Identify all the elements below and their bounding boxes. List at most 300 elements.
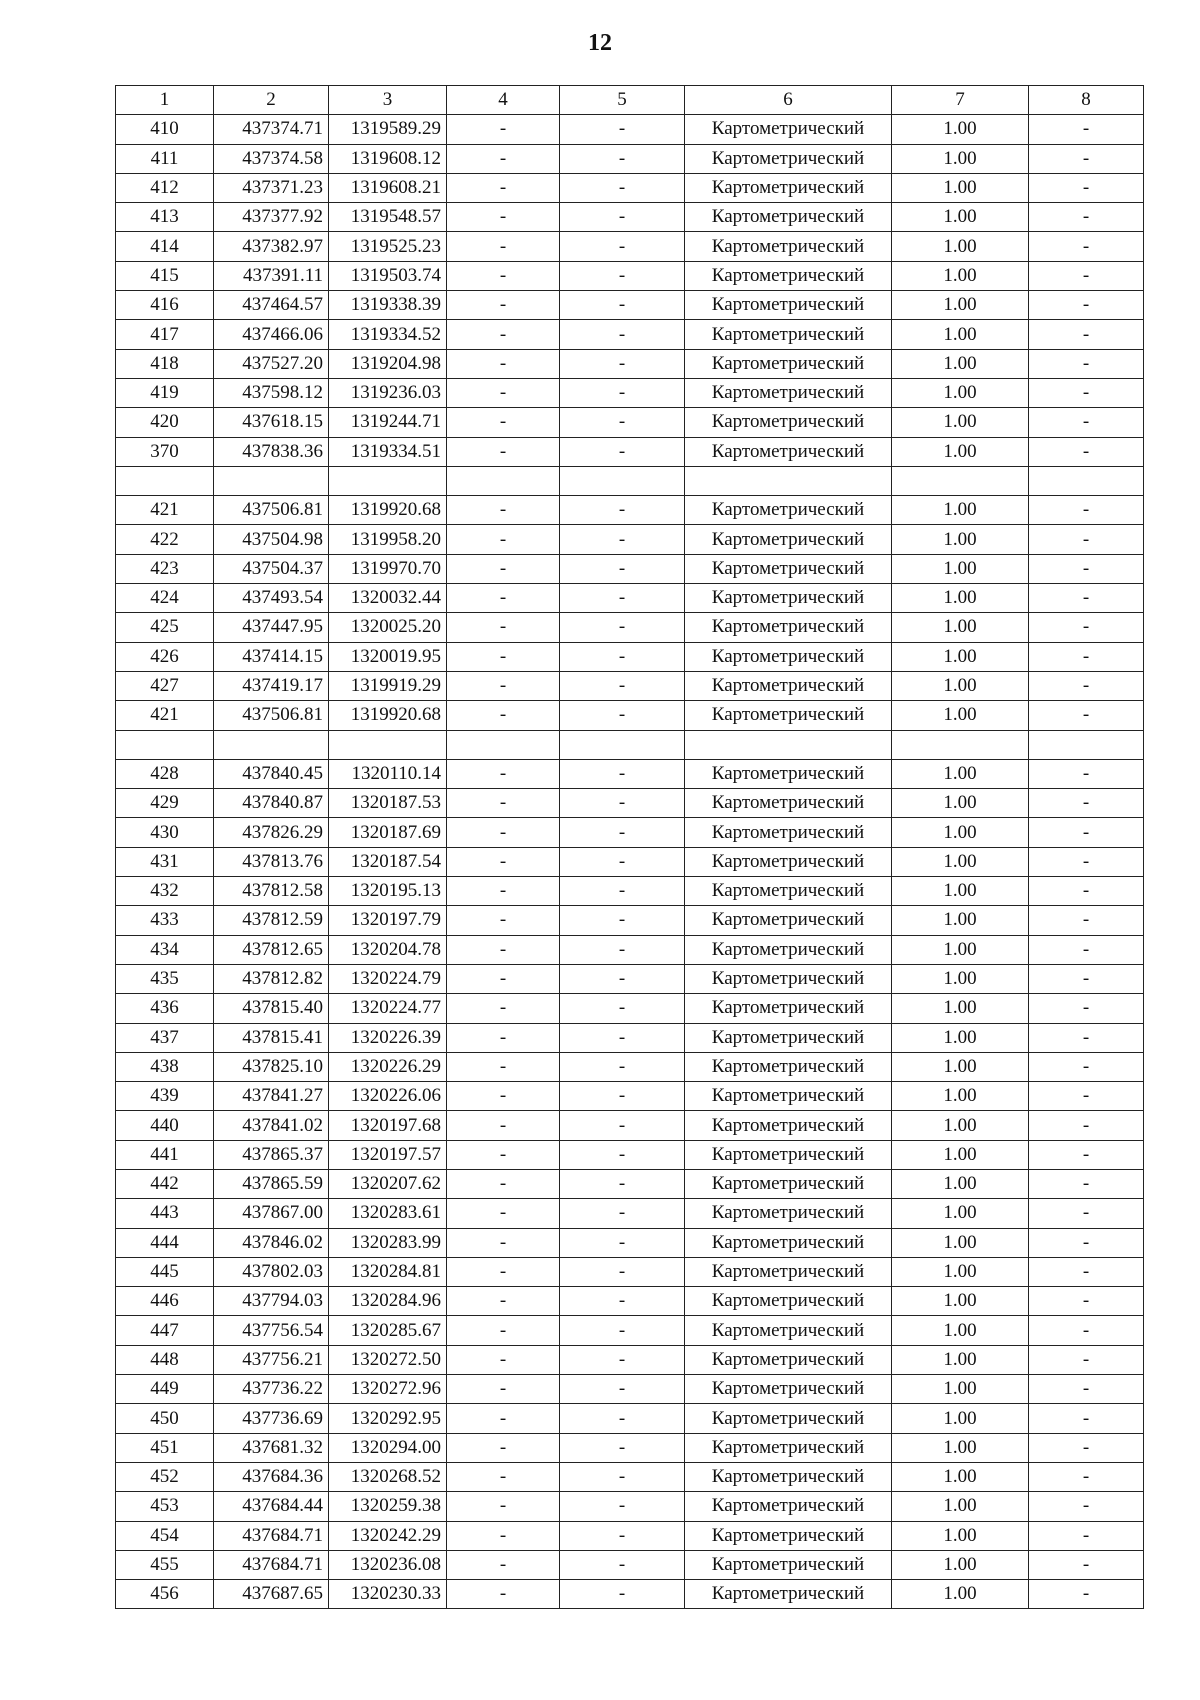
cell-col-2: 437865.59 [214, 1169, 329, 1198]
cell-col-5: - [560, 642, 685, 671]
cell-col-8: - [1029, 525, 1144, 554]
table-row [116, 1492, 1144, 1521]
cell-col-1: 434 [116, 935, 214, 964]
cell-col-2: 437382.97 [214, 232, 329, 261]
cell-col-5: - [560, 1433, 685, 1462]
cell-col-3: 1320224.77 [329, 994, 447, 1023]
cell-col-5: - [560, 935, 685, 964]
cell-col-5: - [560, 1169, 685, 1198]
cell-col-4: - [447, 261, 560, 290]
cell-col-8: - [1029, 203, 1144, 232]
cell-col-4: - [447, 144, 560, 173]
cell-col-1: 433 [116, 906, 214, 935]
table-row [116, 759, 1144, 788]
cell-col-7: 1.00 [892, 1492, 1029, 1521]
cell-col-7: 1.00 [892, 496, 1029, 525]
cell-col-7: 1.00 [892, 906, 1029, 935]
cell-col-6: Картометрический [685, 935, 892, 964]
table-row [116, 1462, 1144, 1491]
cell-col-8: - [1029, 1492, 1144, 1521]
cell-col-4: - [447, 173, 560, 202]
cell-col-7: 1.00 [892, 701, 1029, 730]
cell-col-1: 427 [116, 671, 214, 700]
cell-col-4: - [447, 203, 560, 232]
cell-col-5: - [560, 789, 685, 818]
cell-col-3: 1320019.95 [329, 642, 447, 671]
cell-col-7: 1.00 [892, 525, 1029, 554]
cell-col-2: 437377.92 [214, 203, 329, 232]
column-header-2: 2 [214, 86, 329, 115]
cell-col-5: - [560, 1023, 685, 1052]
cell-col-6: Картометрический [685, 1580, 892, 1609]
cell-col-8: - [1029, 1082, 1144, 1111]
cell-col-7: 1.00 [892, 642, 1029, 671]
cell-col-4: - [447, 1462, 560, 1491]
cell-col-3: 1320226.06 [329, 1082, 447, 1111]
cell-col-1: 415 [116, 261, 214, 290]
cell-col-8: - [1029, 701, 1144, 730]
separator-row [116, 730, 1144, 759]
column-header-5: 5 [560, 86, 685, 115]
table-row [116, 613, 1144, 642]
cell-col-6: Картометрический [685, 1404, 892, 1433]
cell-col-7: 1.00 [892, 1169, 1029, 1198]
empty-cell [892, 730, 1029, 759]
table-row [116, 1023, 1144, 1052]
cell-col-7: 1.00 [892, 1287, 1029, 1316]
table-row [116, 349, 1144, 378]
cell-col-2: 437865.37 [214, 1140, 329, 1169]
empty-cell [560, 730, 685, 759]
cell-col-8: - [1029, 320, 1144, 349]
cell-col-1: 418 [116, 349, 214, 378]
cell-col-5: - [560, 964, 685, 993]
cell-col-2: 437841.02 [214, 1111, 329, 1140]
cell-col-1: 413 [116, 203, 214, 232]
cell-col-8: - [1029, 1052, 1144, 1081]
cell-col-1: 410 [116, 115, 214, 144]
cell-col-6: Картометрический [685, 964, 892, 993]
cell-col-8: - [1029, 994, 1144, 1023]
cell-col-6: Картометрический [685, 1550, 892, 1579]
cell-col-7: 1.00 [892, 1580, 1029, 1609]
cell-col-7: 1.00 [892, 1433, 1029, 1462]
cell-col-2: 437794.03 [214, 1287, 329, 1316]
cell-col-2: 437374.58 [214, 144, 329, 173]
cell-col-6: Картометрический [685, 1521, 892, 1550]
cell-col-8: - [1029, 642, 1144, 671]
cell-col-1: 453 [116, 1492, 214, 1521]
cell-col-2: 437756.21 [214, 1345, 329, 1374]
table-row [116, 994, 1144, 1023]
cell-col-5: - [560, 671, 685, 700]
cell-col-3: 1319236.03 [329, 378, 447, 407]
cell-col-7: 1.00 [892, 1228, 1029, 1257]
cell-col-1: 438 [116, 1052, 214, 1081]
cell-col-4: - [447, 701, 560, 730]
cell-col-5: - [560, 408, 685, 437]
cell-col-4: - [447, 349, 560, 378]
cell-col-1: 444 [116, 1228, 214, 1257]
table-row [116, 1404, 1144, 1433]
cell-col-8: - [1029, 115, 1144, 144]
cell-col-7: 1.00 [892, 759, 1029, 788]
cell-col-8: - [1029, 349, 1144, 378]
cell-col-5: - [560, 1140, 685, 1169]
cell-col-5: - [560, 1257, 685, 1286]
cell-col-3: 1319608.12 [329, 144, 447, 173]
cell-col-1: 370 [116, 437, 214, 466]
cell-col-3: 1319334.52 [329, 320, 447, 349]
cell-col-5: - [560, 554, 685, 583]
cell-col-5: - [560, 320, 685, 349]
empty-cell [214, 730, 329, 759]
cell-col-7: 1.00 [892, 1521, 1029, 1550]
table-row [116, 261, 1144, 290]
cell-col-2: 437802.03 [214, 1257, 329, 1286]
cell-col-6: Картометрический [685, 525, 892, 554]
cell-col-8: - [1029, 1199, 1144, 1228]
table-row [116, 1228, 1144, 1257]
cell-col-7: 1.00 [892, 1257, 1029, 1286]
table-row [116, 584, 1144, 613]
table-row [116, 671, 1144, 700]
table-row [116, 232, 1144, 261]
cell-col-7: 1.00 [892, 144, 1029, 173]
cell-col-8: - [1029, 437, 1144, 466]
cell-col-1: 428 [116, 759, 214, 788]
cell-col-8: - [1029, 1316, 1144, 1345]
cell-col-1: 425 [116, 613, 214, 642]
cell-col-6: Картометрический [685, 320, 892, 349]
table-row [116, 291, 1144, 320]
cell-col-7: 1.00 [892, 789, 1029, 818]
cell-col-8: - [1029, 1462, 1144, 1491]
cell-col-1: 442 [116, 1169, 214, 1198]
cell-col-1: 422 [116, 525, 214, 554]
cell-col-7: 1.00 [892, 1111, 1029, 1140]
cell-col-5: - [560, 847, 685, 876]
cell-col-1: 421 [116, 496, 214, 525]
table-row [116, 496, 1144, 525]
cell-col-3: 1319919.29 [329, 671, 447, 700]
cell-col-5: - [560, 1199, 685, 1228]
cell-col-8: - [1029, 1287, 1144, 1316]
cell-col-2: 437419.17 [214, 671, 329, 700]
cell-col-3: 1320236.08 [329, 1550, 447, 1579]
cell-col-8: - [1029, 964, 1144, 993]
cell-col-7: 1.00 [892, 964, 1029, 993]
cell-col-4: - [447, 1111, 560, 1140]
table-row [116, 408, 1144, 437]
cell-col-1: 417 [116, 320, 214, 349]
cell-col-5: - [560, 115, 685, 144]
cell-col-8: - [1029, 671, 1144, 700]
cell-col-6: Картометрический [685, 1433, 892, 1462]
cell-col-8: - [1029, 584, 1144, 613]
cell-col-4: - [447, 1375, 560, 1404]
cell-col-7: 1.00 [892, 261, 1029, 290]
cell-col-3: 1320230.33 [329, 1580, 447, 1609]
cell-col-1: 439 [116, 1082, 214, 1111]
cell-col-6: Картометрический [685, 1023, 892, 1052]
cell-col-2: 437812.58 [214, 877, 329, 906]
table-row [116, 203, 1144, 232]
cell-col-2: 437527.20 [214, 349, 329, 378]
cell-col-3: 1320195.13 [329, 877, 447, 906]
cell-col-6: Картометрический [685, 1169, 892, 1198]
cell-col-6: Картометрический [685, 1199, 892, 1228]
cell-col-1: 420 [116, 408, 214, 437]
cell-col-4: - [447, 1404, 560, 1433]
cell-col-7: 1.00 [892, 1345, 1029, 1374]
cell-col-3: 1320283.61 [329, 1199, 447, 1228]
table-row [116, 935, 1144, 964]
cell-col-6: Картометрический [685, 1375, 892, 1404]
cell-col-6: Картометрический [685, 1316, 892, 1345]
table-row [116, 1550, 1144, 1579]
cell-col-8: - [1029, 554, 1144, 583]
cell-col-8: - [1029, 1345, 1144, 1374]
cell-col-4: - [447, 789, 560, 818]
cell-col-3: 1319334.51 [329, 437, 447, 466]
cell-col-6: Картометрический [685, 1257, 892, 1286]
cell-col-1: 416 [116, 291, 214, 320]
cell-col-2: 437684.71 [214, 1550, 329, 1579]
cell-col-3: 1319920.68 [329, 496, 447, 525]
cell-col-5: - [560, 1287, 685, 1316]
cell-col-3: 1320268.52 [329, 1462, 447, 1491]
cell-col-7: 1.00 [892, 1462, 1029, 1491]
cell-col-2: 437825.10 [214, 1052, 329, 1081]
table-row [116, 1580, 1144, 1609]
cell-col-6: Картометрический [685, 642, 892, 671]
cell-col-1: 412 [116, 173, 214, 202]
table-body [116, 115, 1144, 1609]
cell-col-2: 437598.12 [214, 378, 329, 407]
cell-col-1: 411 [116, 144, 214, 173]
cell-col-1: 441 [116, 1140, 214, 1169]
cell-col-6: Картометрический [685, 789, 892, 818]
cell-col-2: 437684.36 [214, 1462, 329, 1491]
cell-col-8: - [1029, 291, 1144, 320]
cell-col-8: - [1029, 232, 1144, 261]
cell-col-6: Картометрический [685, 994, 892, 1023]
cell-col-7: 1.00 [892, 291, 1029, 320]
cell-col-2: 437414.15 [214, 642, 329, 671]
cell-col-5: - [560, 1082, 685, 1111]
cell-col-6: Картометрический [685, 1462, 892, 1491]
cell-col-2: 437815.41 [214, 1023, 329, 1052]
cell-col-6: Картометрический [685, 818, 892, 847]
table-row [116, 1082, 1144, 1111]
cell-col-6: Картометрический [685, 906, 892, 935]
cell-col-7: 1.00 [892, 115, 1029, 144]
cell-col-4: - [447, 320, 560, 349]
cell-col-8: - [1029, 1433, 1144, 1462]
cell-col-3: 1319589.29 [329, 115, 447, 144]
cell-col-2: 437681.32 [214, 1433, 329, 1462]
cell-col-8: - [1029, 847, 1144, 876]
cell-col-1: 432 [116, 877, 214, 906]
cell-col-5: - [560, 1492, 685, 1521]
cell-col-5: - [560, 525, 685, 554]
table-row [116, 1521, 1144, 1550]
cell-col-4: - [447, 554, 560, 583]
cell-col-1: 456 [116, 1580, 214, 1609]
cell-col-4: - [447, 408, 560, 437]
cell-col-1: 424 [116, 584, 214, 613]
cell-col-2: 437826.29 [214, 818, 329, 847]
cell-col-2: 437371.23 [214, 173, 329, 202]
cell-col-5: - [560, 877, 685, 906]
cell-col-2: 437813.76 [214, 847, 329, 876]
cell-col-6: Картометрический [685, 378, 892, 407]
cell-col-4: - [447, 496, 560, 525]
cell-col-3: 1320284.81 [329, 1257, 447, 1286]
cell-col-2: 437447.95 [214, 613, 329, 642]
table-row [116, 1345, 1144, 1374]
cell-col-6: Картометрический [685, 408, 892, 437]
cell-col-3: 1319958.20 [329, 525, 447, 554]
cell-col-7: 1.00 [892, 818, 1029, 847]
cell-col-5: - [560, 1462, 685, 1491]
cell-col-3: 1320204.78 [329, 935, 447, 964]
cell-col-5: - [560, 759, 685, 788]
cell-col-6: Картометрический [685, 1052, 892, 1081]
cell-col-7: 1.00 [892, 173, 1029, 202]
empty-cell [1029, 730, 1144, 759]
table-header-row [116, 86, 1144, 115]
cell-col-6: Картометрический [685, 671, 892, 700]
cell-col-6: Картометрический [685, 349, 892, 378]
column-header-4: 4 [447, 86, 560, 115]
table-row [116, 818, 1144, 847]
cell-col-5: - [560, 232, 685, 261]
cell-col-8: - [1029, 1257, 1144, 1286]
cell-col-1: 435 [116, 964, 214, 993]
table-row [116, 847, 1144, 876]
cell-col-2: 437736.69 [214, 1404, 329, 1433]
separator-row [116, 466, 1144, 495]
table-row [116, 320, 1144, 349]
cell-col-5: - [560, 144, 685, 173]
cell-col-5: - [560, 1111, 685, 1140]
cell-col-6: Картометрический [685, 877, 892, 906]
cell-col-6: Картометрический [685, 584, 892, 613]
cell-col-8: - [1029, 1550, 1144, 1579]
cell-col-7: 1.00 [892, 1550, 1029, 1579]
cell-col-7: 1.00 [892, 847, 1029, 876]
cell-col-6: Картометрический [685, 1140, 892, 1169]
cell-col-8: - [1029, 408, 1144, 437]
table-row [116, 115, 1144, 144]
cell-col-2: 437756.54 [214, 1316, 329, 1345]
cell-col-1: 431 [116, 847, 214, 876]
cell-col-4: - [447, 1140, 560, 1169]
cell-col-4: - [447, 964, 560, 993]
cell-col-4: - [447, 642, 560, 671]
cell-col-3: 1320242.29 [329, 1521, 447, 1550]
cell-col-6: Картометрический [685, 1492, 892, 1521]
cell-col-2: 437867.00 [214, 1199, 329, 1228]
cell-col-1: 451 [116, 1433, 214, 1462]
cell-col-7: 1.00 [892, 320, 1029, 349]
cell-col-4: - [447, 1492, 560, 1521]
cell-col-3: 1319920.68 [329, 701, 447, 730]
cell-col-7: 1.00 [892, 877, 1029, 906]
cell-col-1: 447 [116, 1316, 214, 1345]
cell-col-4: - [447, 818, 560, 847]
cell-col-4: - [447, 1228, 560, 1257]
cell-col-4: - [447, 1580, 560, 1609]
cell-col-2: 437684.71 [214, 1521, 329, 1550]
empty-cell [560, 466, 685, 495]
cell-col-8: - [1029, 935, 1144, 964]
column-header-8: 8 [1029, 86, 1144, 115]
cell-col-6: Картометрический [685, 554, 892, 583]
cell-col-7: 1.00 [892, 1199, 1029, 1228]
cell-col-1: 419 [116, 378, 214, 407]
cell-col-1: 445 [116, 1257, 214, 1286]
cell-col-5: - [560, 584, 685, 613]
cell-col-5: - [560, 203, 685, 232]
cell-col-3: 1320197.57 [329, 1140, 447, 1169]
table-row [116, 877, 1144, 906]
table-row [116, 642, 1144, 671]
cell-col-4: - [447, 1169, 560, 1198]
cell-col-3: 1320259.38 [329, 1492, 447, 1521]
table-row [116, 1375, 1144, 1404]
cell-col-6: Картометрический [685, 1287, 892, 1316]
cell-col-4: - [447, 1345, 560, 1374]
cell-col-2: 437838.36 [214, 437, 329, 466]
cell-col-3: 1319338.39 [329, 291, 447, 320]
cell-col-6: Картометрический [685, 173, 892, 202]
cell-col-8: - [1029, 1580, 1144, 1609]
table-row [116, 144, 1144, 173]
cell-col-8: - [1029, 877, 1144, 906]
cell-col-2: 437812.82 [214, 964, 329, 993]
cell-col-1: 436 [116, 994, 214, 1023]
cell-col-2: 437812.59 [214, 906, 329, 935]
cell-col-4: - [447, 1257, 560, 1286]
cell-col-2: 437506.81 [214, 701, 329, 730]
table-row [116, 554, 1144, 583]
cell-col-3: 1320226.29 [329, 1052, 447, 1081]
cell-col-1: 449 [116, 1375, 214, 1404]
cell-col-5: - [560, 1521, 685, 1550]
table-row [116, 173, 1144, 202]
cell-col-3: 1319503.74 [329, 261, 447, 290]
cell-col-3: 1320283.99 [329, 1228, 447, 1257]
cell-col-3: 1320197.68 [329, 1111, 447, 1140]
cell-col-5: - [560, 1052, 685, 1081]
cell-col-5: - [560, 1228, 685, 1257]
cell-col-1: 443 [116, 1199, 214, 1228]
cell-col-8: - [1029, 1111, 1144, 1140]
cell-col-5: - [560, 1580, 685, 1609]
empty-cell [116, 730, 214, 759]
empty-cell [685, 466, 892, 495]
cell-col-5: - [560, 613, 685, 642]
cell-col-5: - [560, 1550, 685, 1579]
cell-col-5: - [560, 173, 685, 202]
cell-col-5: - [560, 818, 685, 847]
cell-col-7: 1.00 [892, 1316, 1029, 1345]
cell-col-6: Картометрический [685, 1345, 892, 1374]
cell-col-4: - [447, 1287, 560, 1316]
